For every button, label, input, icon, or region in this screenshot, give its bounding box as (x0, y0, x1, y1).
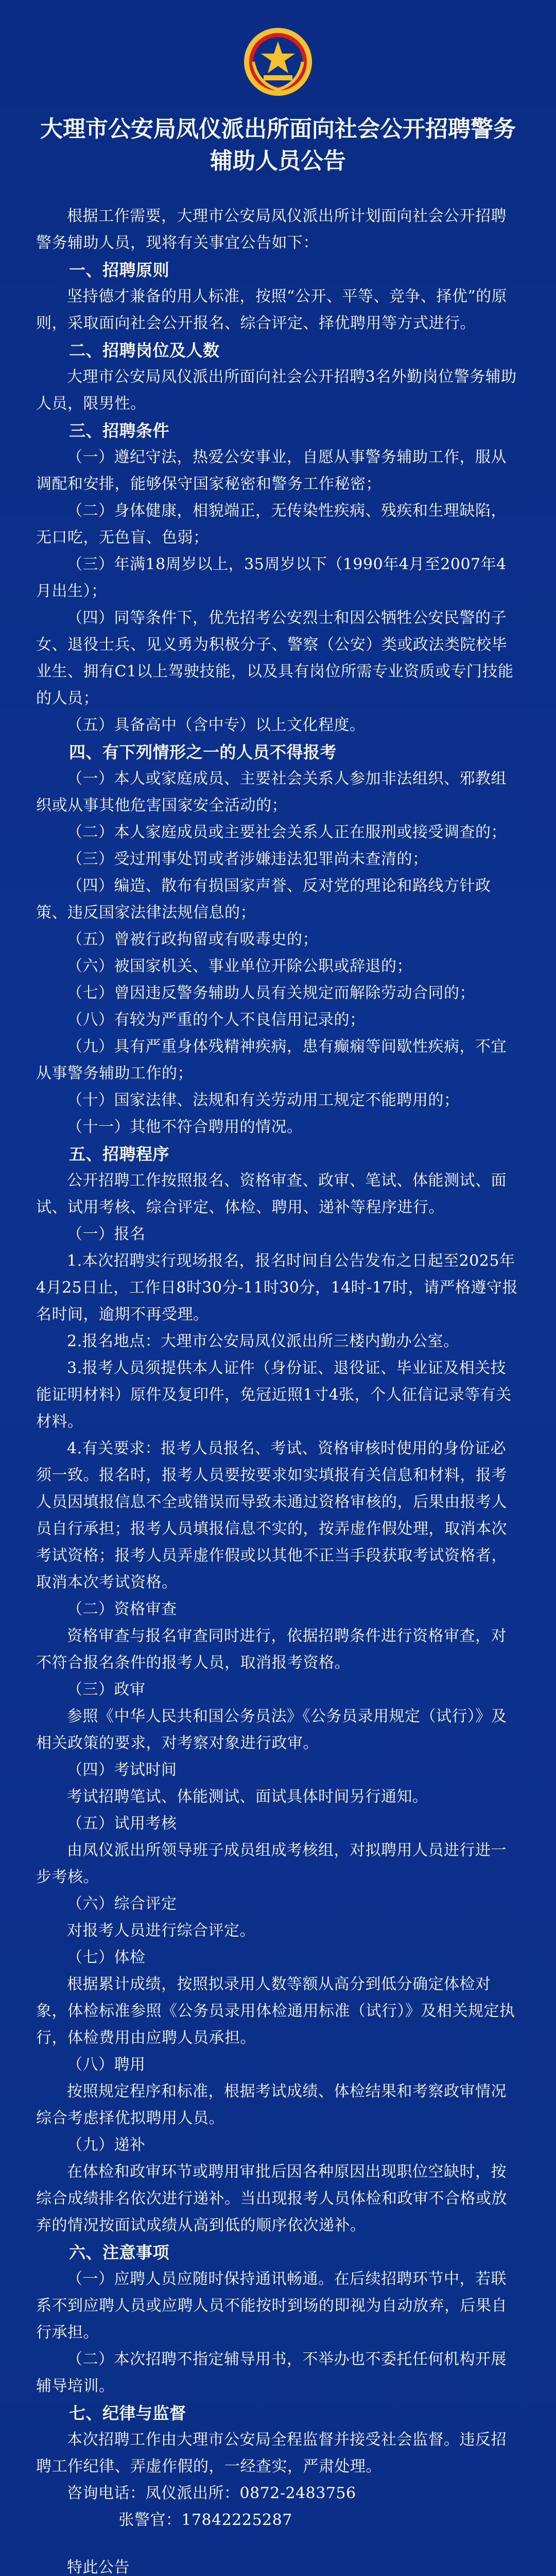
section-5-text: 按照规定程序和标准，根据考试成绩、体检结果和考察政审情况综合考虑择优拟聘用人员。 (36, 2082, 507, 2127)
section-5-sub-heading: （七）体检 (67, 1948, 146, 1967)
section-7-text: 本次招聘工作由大理市公安局全程监督并接受社会监督。违反招聘工作纪律、弄虚作假的，一经查实，严肃处理。 (36, 2431, 507, 2476)
section-3-heading: 三、招聘条件 (69, 421, 170, 440)
section-5-item: 3.报考人员须提供本人证件（身份证、退役证、毕业证及相关技能证明材料）原件及复印件，免冠近照1寸4张，个人征信记录等有关材料。 (36, 1359, 512, 1431)
closing-text: 特此公告 (67, 2558, 130, 2576)
section-2-text: 大理市公安局凤仪派出所面向社会公开招聘3名外勤岗位警务辅助人员，限男性。 (36, 368, 517, 413)
section-4-item: （十一）其他不符合聘用的情况。 (67, 1118, 303, 1136)
police-emblem-icon (242, 26, 314, 98)
section-4-item: （四）编造、散布有损国家声誉、反对党的理论和路线方针政策、违反国家法律法规信息的； (36, 877, 491, 922)
section-4-item: （二）本人家庭成员或主要社会关系人正在服刑或接受调查的； (67, 823, 507, 841)
section-3-item: （三）年满18周岁以上，35周岁以下（1990年4月至2007年4月出生）； (36, 555, 507, 600)
section-5-text: 对报考人员进行综合评定。 (67, 1922, 255, 1940)
section-3-item: （五）具备高中（含中专）以上文化程度。 (67, 716, 366, 734)
contact-phone-line: 咨询电话：凤仪派出所：0872-2483756 (67, 2484, 356, 2502)
section-5-text: 考试招聘笔试、体能测试、面试具体时间另行通知。 (67, 1788, 428, 1806)
section-4-item: （一）本人或家庭成员、主要社会关系人参加非法组织、邪教组织或从事其他危害国家安全活动的； (36, 770, 507, 815)
page-title: 大理市公安局凤仪派出所面向社会公开招聘警务辅助人员公告 (40, 116, 516, 174)
section-5-item: 2.报名地点：大理市公安局凤仪派出所三楼内勤办公室。 (67, 1332, 459, 1350)
section-4-item: （八）有较为严重的个人不良信用记录的； (67, 1011, 366, 1029)
section-4-item: （九）具有严重身体残精神疾病，患有癫痫等间歇性疾病，不宜从事警务辅助工作的； (36, 1038, 507, 1082)
section-4-item: （十）国家法律、法规和有关劳动用工规定不能聘用的； (67, 1091, 460, 1109)
section-5-text: 在体检和政审环节或聘用审批后因各种原因出现职位空缺时，按综合成绩排名依次进行递补。当出现报考人员体检和政审不合格或放弃的情况按面试成绩从高到低的顺序依次递补。 (36, 2163, 507, 2234)
section-5-text: 参照《中华人民共和国公务员法》《公务员录用规定（试行）》及相关政策的要求，对考察对象进行政审。 (36, 1707, 507, 1752)
section-5-sub-heading: （一）报名 (67, 1225, 146, 1243)
section-5-intro: 公开招聘工作按照报名、资格审查、政审、笔试、体能测试、面试、试用考核、综合评定、体检、聘用、递补等程序进行。 (36, 1172, 507, 1216)
section-5-sub-heading: （四）考试时间 (67, 1761, 177, 1779)
section-4-item: （五）曾被行政拘留或有吸毒史的； (67, 930, 318, 948)
section-6-item: （一）应聘人员应随时保持通讯畅通。在后续招聘环节中，若联系不到应聘人员或应聘人员不能按时到场的即视为自动放弃，后果自行承担。 (36, 2270, 507, 2342)
contact-phone-line: 张警官：17842225287 (67, 2511, 292, 2529)
section-5-sub-heading: （五）试用考核 (67, 1815, 177, 1833)
section-5-text: 由凤仪派出所领导班子成员组成考核组，对拟聘用人员进行进一步考核。 (36, 1841, 507, 1886)
section-5-sub-heading: （六）综合评定 (67, 1895, 177, 1913)
announcement-body (36, 203, 520, 2576)
section-4-item: （三）受过刑事处罚或者涉嫌违法犯罪尚未查清的； (67, 850, 428, 868)
section-4-item: （六）被国家机关、事业单位开除公职或辞退的； (67, 957, 412, 975)
section-5-text: 根据累计成绩，按照拟录用人数等额从高分到低分确定体检对象，体检标准参照《公务员录用体检通用标准（试行）》及相关规定执行，体检费用由应聘人员承担。 (36, 1975, 515, 2047)
section-5-item: 4.有关要求：报考人员报名、考试、资格审核时使用的身份证必须一致。报名时，报考人员要按要求如实填报有关信息和材料，报考人员因填报信息不全或错误而导致未通过资格审核的，后果由报考人员自行承担；报考人员填报信息不实的，按弄虚作假处理，取消本次考试资格；报考人员弄虚作假或以其他不正当手段获取考试资格者，取消本次考试资格。 (36, 1439, 507, 1591)
section-3-item: （四）同等条件下，优先招考公安烈士和因公牺牲公安民警的子女、退役士兵、见义勇为积极分子、警察（公安）类或政法类院校毕业生、拥有C1以上驾驶技能，以及具有岗位所需专业资质或专门技能的人员； (36, 609, 514, 707)
section-1-heading: 一、招聘原则 (69, 260, 170, 280)
section-5-sub-heading: （三）政审 (67, 1681, 146, 1699)
section-5-text: 资格审查与报名审查同时进行，依据招聘条件进行资格审查，对不符合报名条件的报考人员，取消报考资格。 (36, 1627, 507, 1672)
section-6-heading: 六、注意事项 (69, 2243, 170, 2262)
section-5-heading: 五、招聘程序 (69, 1144, 170, 1164)
section-5-sub-heading: （九）递补 (67, 2136, 146, 2154)
section-4-item: （七）曾因违反警务辅助人员有关规定而解除劳动合同的； (67, 984, 475, 1002)
section-2-heading: 二、招聘岗位及人数 (69, 341, 220, 360)
section-5-sub-heading: （二）资格审查 (67, 1600, 177, 1618)
section-1-text: 坚持德才兼备的用人标准，按照“公开、平等、竞争、择优”的原则，采取面向社会公开报名、综合评定、择优聘用等方式进行。 (36, 287, 508, 332)
section-3-item: （一）遵纪守法，热爱公安事业，自愿从事警务辅助工作，服从调配和安排，能够保守国家秘密和警务工作秘密； (36, 448, 507, 493)
section-4-heading: 四、有下列情形之一的人员不得报考 (69, 742, 337, 762)
section-3-item: （二）身体健康，相貌端正，无传染性疾病、残疾和生理缺陷，无口吃，无色盲、色弱； (36, 502, 507, 547)
intro-paragraph: 根据工作需要，大理市公安局凤仪派出所计划面向社会公开招聘警务辅助人员，现将有关事宜公告如下： (36, 207, 507, 252)
section-6-item: （二）本次招聘不指定辅导用书，不举办也不委托任何机构开展辅导培训。 (36, 2350, 507, 2395)
section-5-sub-heading: （八）聘用 (67, 2056, 146, 2074)
section-5-item: 1.本次招聘实行现场报名，报名时间自公告发布之日起至2025年4月25日止，工作日8时30分-11时30分，14时-17时，请严格遵守报名时间，逾期不再受理。 (36, 1252, 518, 1324)
section-7-heading: 七、纪律与监督 (69, 2403, 186, 2423)
